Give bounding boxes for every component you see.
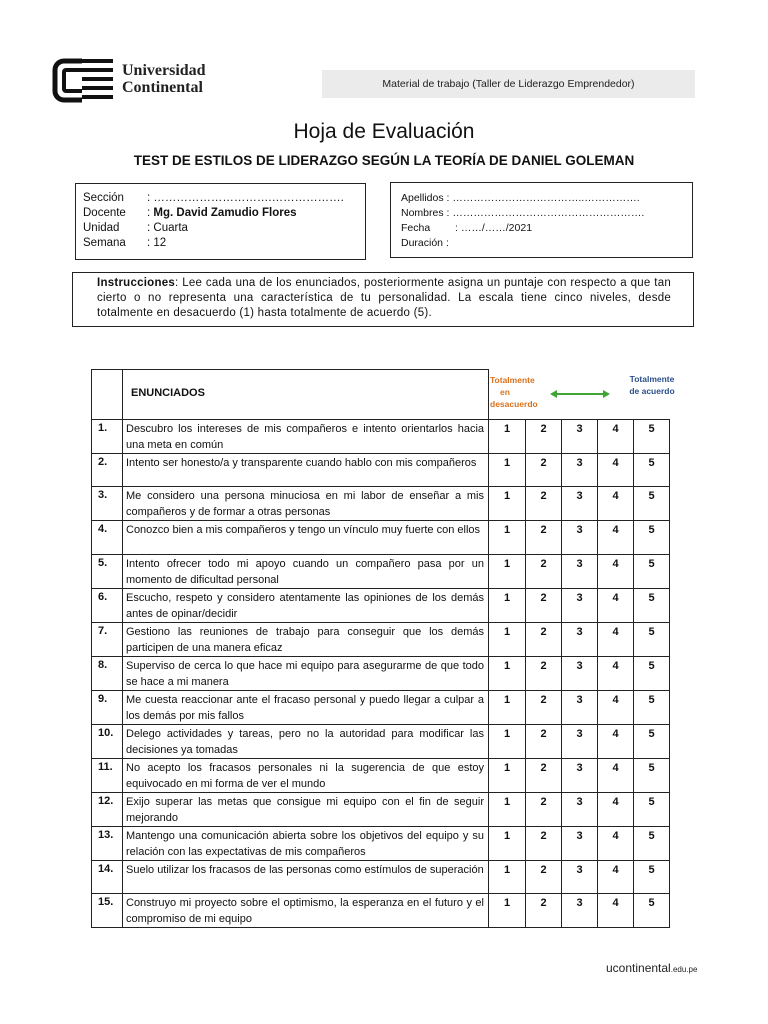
footer-site	[606, 961, 697, 975]
score-option-5[interactable]: 5	[634, 893, 670, 927]
docente-value: Mg. David Zamudio Flores	[153, 207, 297, 219]
score-option-3[interactable]: 3	[562, 724, 598, 758]
item-statement: Exijo superar las metas que consigue mi equipo con el fin de seguir mejorando	[123, 792, 489, 826]
unidad-label: Unidad	[83, 222, 120, 234]
item-statement: Delego actividades y tareas, pero no la autoridad para modificar las decisiones ya tomadas	[123, 724, 489, 758]
score-option-1[interactable]: 1	[489, 893, 526, 927]
score-option-3[interactable]: 3	[562, 622, 598, 656]
docente-prefix: :	[147, 207, 151, 219]
nombres-label: Nombres	[401, 207, 444, 219]
scale-high-label: Totalmente de acuerdo	[629, 374, 675, 396]
score-option-4[interactable]: 4	[598, 826, 634, 860]
university-name-line2: Continental	[122, 79, 203, 96]
score-option-5[interactable]: 5	[634, 860, 670, 893]
score-option-3[interactable]: 3	[562, 521, 598, 554]
table-row	[92, 690, 670, 724]
score-option-3[interactable]: 3	[562, 487, 598, 521]
instructions-text: : Lee cada una de los enunciados, posteriormente asigna un puntaje con respecto a que tan cierto o no representa una característica de tu personalidad. La escala tiene cinco niveles, desde totalmente en desacuerdo (1) hasta totalmente de acuerdo (5).	[97, 277, 671, 319]
table-row	[92, 724, 670, 758]
item-statement: No acepto los fracasos personales ni la sugerencia de que estoy equivocado en mi forma de ver el mundo	[123, 758, 489, 792]
item-statement: Gestiono las reuniones de trabajo para conseguir que los demás participen de una manera eficaz	[123, 622, 489, 656]
item-statement: Mantengo una comunicación abierta sobre los objetivos del equipo y su relación con las expectativas de mis compañeros	[123, 826, 489, 860]
score-option-1[interactable]: 1	[489, 724, 526, 758]
duracion-value[interactable]: :	[445, 237, 449, 249]
score-option-4[interactable]: 4	[598, 454, 634, 487]
score-option-3[interactable]: 3	[562, 656, 598, 690]
score-option-2[interactable]: 2	[526, 454, 562, 487]
table-row	[92, 792, 670, 826]
score-option-4[interactable]: 4	[598, 860, 634, 893]
score-option-4[interactable]: 4	[598, 690, 634, 724]
table-row	[92, 521, 670, 554]
material-label: Material de trabajo (Taller de Liderazgo Emprendedor)	[322, 70, 695, 98]
score-option-2[interactable]: 2	[526, 554, 562, 588]
score-option-2[interactable]: 2	[526, 420, 562, 454]
table-row	[92, 454, 670, 487]
score-option-4[interactable]: 4	[598, 758, 634, 792]
item-statement: Intento ofrecer todo mi apoyo cuando un compañero pasa por un momento de dificultad personal	[123, 554, 489, 588]
score-option-2[interactable]: 2	[526, 860, 562, 893]
apellidos-label: Apellidos	[401, 192, 444, 204]
table-row	[92, 420, 670, 454]
item-number: 9.	[92, 690, 123, 724]
footer-site-domain: .edu.pe	[670, 965, 698, 974]
score-option-5[interactable]: 5	[634, 454, 670, 487]
item-statement: Descubro los intereses de mis compañeros e intento orientarlos hacia una meta en común	[123, 420, 489, 454]
university-name	[122, 62, 206, 96]
score-option-5[interactable]: 5	[634, 826, 670, 860]
unidad-row	[83, 221, 365, 236]
table-row	[92, 758, 670, 792]
item-number: 3.	[92, 487, 123, 521]
score-option-2[interactable]: 2	[526, 826, 562, 860]
score-option-5[interactable]: 5	[634, 622, 670, 656]
score-option-2[interactable]: 2	[526, 521, 562, 554]
seccion-row	[83, 191, 365, 206]
score-option-4[interactable]: 4	[598, 521, 634, 554]
item-statement: Construyo mi proyecto sobre el optimismo, la esperanza en el futuro y el compromiso de mi equipo	[123, 893, 489, 927]
score-option-4[interactable]: 4	[598, 487, 634, 521]
score-option-1[interactable]: 1	[489, 554, 526, 588]
score-option-3[interactable]: 3	[562, 554, 598, 588]
item-statement: Me cuesta reaccionar ante el fracaso personal y puedo llegar a culpar a los demás por mis fallos	[123, 690, 489, 724]
score-option-4[interactable]: 4	[598, 656, 634, 690]
double-arrow-icon	[550, 388, 610, 400]
semana-row	[83, 236, 365, 251]
item-number: 6.	[92, 588, 123, 622]
item-number: 15.	[92, 893, 123, 927]
item-number: 7.	[92, 622, 123, 656]
score-option-5[interactable]: 5	[634, 521, 670, 554]
table-row	[92, 893, 670, 927]
score-option-5[interactable]: 5	[634, 758, 670, 792]
item-statement: Intento ser honesto/a y transparente cuando hablo con mis compañeros	[123, 454, 489, 487]
scale-low-label: Totalmente en desacuerdo	[490, 375, 538, 409]
score-option-3[interactable]: 3	[562, 860, 598, 893]
score-option-4[interactable]: 4	[598, 588, 634, 622]
docente-row	[83, 206, 365, 221]
score-option-3[interactable]: 3	[562, 758, 598, 792]
score-option-2[interactable]: 2	[526, 487, 562, 521]
score-option-5[interactable]: 5	[634, 792, 670, 826]
apellidos-value[interactable]: : ………………………………..…………….	[446, 192, 640, 204]
item-statement: Superviso de cerca lo que hace mi equipo para asegurarme de que todo se hace a mi manera	[123, 656, 489, 690]
score-option-1[interactable]: 1	[489, 487, 526, 521]
score-option-2[interactable]: 2	[526, 724, 562, 758]
header-num-cell	[92, 370, 123, 420]
item-statement: Me considero una persona minuciosa en mi labor de enseñar a mis compañeros y de formar a otras personas	[123, 487, 489, 521]
score-option-2[interactable]: 2	[526, 893, 562, 927]
item-statement: Suelo utilizar los fracasos de las personas como estímulos de superación	[123, 860, 489, 893]
score-option-4[interactable]: 4	[598, 622, 634, 656]
score-option-3[interactable]: 3	[562, 792, 598, 826]
score-option-4[interactable]: 4	[598, 893, 634, 927]
score-option-3[interactable]: 3	[562, 420, 598, 454]
score-option-1[interactable]: 1	[489, 656, 526, 690]
score-option-1[interactable]: 1	[489, 521, 526, 554]
item-number: 2.	[92, 454, 123, 487]
nombres-row	[401, 206, 692, 221]
score-option-5[interactable]: 5	[634, 420, 670, 454]
instructions-box	[72, 272, 694, 327]
score-option-3[interactable]: 3	[562, 826, 598, 860]
score-option-2[interactable]: 2	[526, 656, 562, 690]
item-number: 13.	[92, 826, 123, 860]
docente-label: Docente	[83, 207, 126, 219]
score-option-1[interactable]: 1	[489, 420, 526, 454]
score-option-2[interactable]: 2	[526, 792, 562, 826]
score-option-5[interactable]: 5	[634, 724, 670, 758]
table-row	[92, 656, 670, 690]
course-info-box	[75, 183, 366, 260]
score-option-1[interactable]: 1	[489, 690, 526, 724]
score-option-2[interactable]: 2	[526, 588, 562, 622]
score-option-1[interactable]: 1	[489, 860, 526, 893]
enunciados-header: ENUNCIADOS	[123, 370, 489, 420]
item-number: 10.	[92, 724, 123, 758]
score-option-2[interactable]: 2	[526, 690, 562, 724]
item-statement: Conozco bien a mis compañeros y tengo un vínculo muy fuerte con ellos	[123, 521, 489, 554]
score-option-5[interactable]: 5	[634, 690, 670, 724]
item-statement: Escucho, respeto y considero atentamente las opiniones de los demás antes de opinar/decidir	[123, 588, 489, 622]
score-option-3[interactable]: 3	[562, 690, 598, 724]
item-number: 5.	[92, 554, 123, 588]
table-row	[92, 860, 670, 893]
item-number: 11.	[92, 758, 123, 792]
seccion-label: Sección	[83, 192, 124, 204]
table-row	[92, 588, 670, 622]
score-option-1[interactable]: 1	[489, 758, 526, 792]
score-option-1[interactable]: 1	[489, 454, 526, 487]
score-option-4[interactable]: 4	[598, 792, 634, 826]
duracion-label: Duración	[401, 237, 444, 249]
score-option-3[interactable]: 3	[562, 588, 598, 622]
table-row	[92, 826, 670, 860]
fecha-value[interactable]: : ……/……/2021	[455, 222, 533, 234]
score-option-5[interactable]: 5	[634, 554, 670, 588]
score-option-3[interactable]: 3	[562, 893, 598, 927]
page-subtitle: TEST DE ESTILOS DE LIDERAZGO SEGÚN LA TEORÍA DE DANIEL GOLEMAN	[133, 153, 635, 168]
score-option-2[interactable]: 2	[526, 622, 562, 656]
duracion-row	[401, 236, 692, 251]
score-option-5[interactable]: 5	[634, 588, 670, 622]
item-number: 8.	[92, 656, 123, 690]
item-number: 4.	[92, 521, 123, 554]
university-name-line1: Universidad	[122, 62, 206, 79]
score-option-5[interactable]: 5	[634, 656, 670, 690]
item-number: 12.	[92, 792, 123, 826]
item-number: 1.	[92, 420, 123, 454]
fecha-row	[401, 221, 692, 236]
score-option-4[interactable]: 4	[598, 724, 634, 758]
university-logo-icon	[52, 58, 114, 103]
apellidos-row	[401, 191, 692, 206]
footer-site-main: ucontinental	[606, 961, 671, 975]
seccion-value[interactable]: : ………………………….……………….	[147, 192, 344, 204]
table-row	[92, 554, 670, 588]
student-info-box	[390, 182, 693, 258]
evaluation-table	[91, 369, 670, 928]
table-row	[92, 487, 670, 521]
score-option-5[interactable]: 5	[634, 487, 670, 521]
table-row	[92, 622, 670, 656]
instructions-label: Instrucciones	[97, 277, 176, 289]
score-option-4[interactable]: 4	[598, 420, 634, 454]
item-number: 14.	[92, 860, 123, 893]
score-option-1[interactable]: 1	[489, 588, 526, 622]
nombres-value[interactable]: : ……………………………………………….	[446, 207, 645, 219]
score-option-1[interactable]: 1	[489, 622, 526, 656]
score-option-1[interactable]: 1	[489, 792, 526, 826]
score-option-2[interactable]: 2	[526, 758, 562, 792]
unidad-value: : Cuarta	[147, 222, 188, 234]
semana-value: : 12	[147, 237, 167, 249]
fecha-label: Fecha	[401, 222, 431, 234]
semana-label: Semana	[83, 237, 126, 249]
score-option-1[interactable]: 1	[489, 826, 526, 860]
score-option-3[interactable]: 3	[562, 454, 598, 487]
score-option-4[interactable]: 4	[598, 554, 634, 588]
page-title: Hoja de Evaluación	[293, 120, 475, 143]
